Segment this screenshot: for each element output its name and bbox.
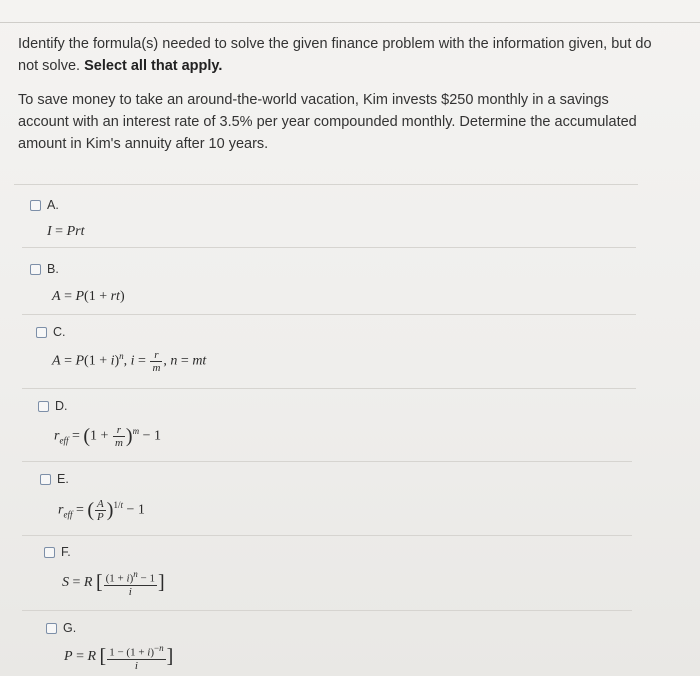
checkbox-d[interactable]: [38, 401, 49, 412]
divider: [22, 247, 636, 248]
instructions-emphasis: Select all that apply.: [84, 58, 223, 74]
option-label: F.: [61, 545, 71, 559]
formula-d: $r_{eff} = (1$ + $\frac{r}{m}$ )$^m$ − 1: [54, 424, 161, 449]
option-label: A.: [47, 198, 59, 212]
option-label: G.: [63, 621, 77, 635]
checkbox-b[interactable]: [30, 264, 41, 275]
option-b[interactable]: [30, 262, 59, 276]
option-d[interactable]: [38, 399, 68, 413]
formula-b: A = P(1 + rt): [52, 289, 125, 304]
question-instructions: [18, 33, 658, 77]
divider: [22, 610, 632, 611]
instructions-text: Identify the formula(s) needed to solve the given finance problem with the information given, but do not solve.: [18, 36, 652, 74]
problem-statement: To save money to take an around-the-world vacation, Kim invests $250 monthly in a savings account with an interest rate of 3.5% per year compounded monthly. Determine the accumulated amount in Kim's annuity after 10 years.: [18, 92, 637, 152]
formula-a: I = Prt: [47, 224, 85, 239]
option-label: D.: [55, 399, 68, 413]
formula-f: S = R [ $\frac{(1 + i)^n - 1}{i}$ ]: [62, 569, 165, 598]
formula-c: $A = P(1 + i)^n$, i = $\frac{r}{m}$ , n = mt: [52, 349, 207, 374]
formula-e: $r_{eff}$ = ( $\frac{A}{P}$ )$^{1/t}$ − 1: [58, 498, 145, 523]
divider: [22, 388, 636, 389]
divider: [14, 184, 638, 185]
option-label: E.: [57, 472, 69, 486]
divider: [22, 314, 636, 315]
option-c[interactable]: [36, 325, 66, 339]
option-f[interactable]: [44, 545, 71, 559]
option-e[interactable]: [40, 472, 69, 486]
divider: [22, 535, 632, 536]
formula-g: P = R [ $\frac{1 - (1 + i)^{-n}}{i}$ ]: [64, 643, 174, 672]
option-label: C.: [53, 325, 66, 339]
option-g[interactable]: [46, 621, 76, 635]
checkbox-g[interactable]: [46, 623, 57, 634]
top-divider: [0, 22, 700, 23]
checkbox-a[interactable]: [30, 200, 41, 211]
option-label: B.: [47, 262, 59, 276]
divider: [22, 461, 632, 462]
checkbox-e[interactable]: [40, 474, 51, 485]
checkbox-f[interactable]: [44, 547, 55, 558]
option-a[interactable]: [30, 198, 59, 212]
checkbox-c[interactable]: [36, 327, 47, 338]
